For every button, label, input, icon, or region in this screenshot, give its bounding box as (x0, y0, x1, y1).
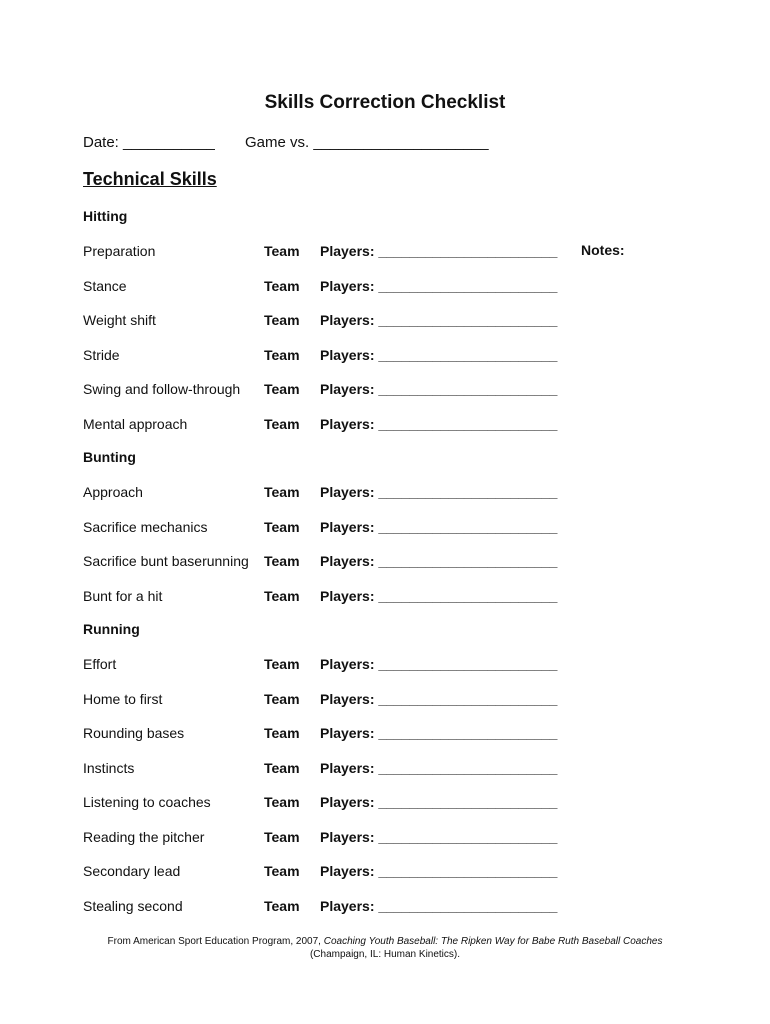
skill-label: Sacrifice bunt baserunning (83, 553, 249, 569)
team-label: Team (264, 484, 300, 500)
players-field: Players: _______________________ (320, 725, 558, 741)
checklist-row (0, 347, 770, 367)
group-heading: Bunting (83, 449, 136, 465)
team-label: Team (264, 243, 300, 259)
team-label: Team (264, 829, 300, 845)
skill-label: Stealing second (83, 898, 183, 914)
team-label: Team (264, 691, 300, 707)
skill-label: Stance (83, 278, 127, 294)
checklist-row (0, 519, 770, 539)
team-label: Team (264, 278, 300, 294)
checklist-row (0, 691, 770, 711)
checklist-row (0, 278, 770, 298)
skill-label: Effort (83, 656, 117, 672)
players-field: Players: _______________________ (320, 691, 558, 707)
players-field: Players: _______________________ (320, 863, 558, 879)
team-label: Team (264, 794, 300, 810)
checklist-row (0, 588, 770, 608)
skill-label: Preparation (83, 243, 156, 259)
checklist-row (0, 656, 770, 676)
checklist-row (0, 243, 770, 263)
checklist-row (0, 553, 770, 573)
skill-label: Reading the pitcher (83, 829, 205, 845)
players-field: Players: _______________________ (320, 794, 558, 810)
checklist-row (0, 829, 770, 849)
players-field: Players: _______________________ (320, 829, 558, 845)
checklist-row (0, 484, 770, 504)
skill-label: Secondary lead (83, 863, 181, 879)
skill-label: Weight shift (83, 312, 156, 328)
team-label: Team (264, 898, 300, 914)
checklist-row (0, 898, 770, 918)
players-field: Players: _______________________ (320, 553, 558, 569)
footer-book-title: Coaching Youth Baseball: The Ripken Way for Babe Ruth Baseball Coaches (323, 936, 663, 947)
team-label: Team (264, 588, 300, 604)
checklist-row (0, 794, 770, 814)
checklist-row (0, 760, 770, 780)
checklist-row (0, 863, 770, 883)
page-title: Skills Correction Checklist (264, 92, 506, 113)
players-field: Players: _______________________ (320, 588, 558, 604)
team-label: Team (264, 312, 300, 328)
group-heading: Hitting (83, 208, 128, 224)
team-label: Team (264, 416, 300, 432)
footer-prefix: From American Sport Education Program, 2007, (107, 936, 324, 947)
team-label: Team (264, 519, 300, 535)
footer-line-2: (Champaign, IL: Human Kinetics). (309, 949, 461, 960)
skill-label: Home to first (83, 691, 163, 707)
skill-label: Mental approach (83, 416, 188, 432)
players-field: Players: _______________________ (320, 347, 558, 363)
skill-label: Stride (83, 347, 120, 363)
players-field: Players: _______________________ (320, 416, 558, 432)
footer-line-1 (0, 935, 770, 948)
team-label: Team (264, 381, 300, 397)
skill-label: Approach (83, 484, 143, 500)
team-label: Team (264, 725, 300, 741)
skill-label: Instincts (83, 760, 135, 776)
team-label: Team (264, 760, 300, 776)
players-field: Players: _______________________ (320, 484, 558, 500)
date-field: Date: ___________ (83, 134, 215, 151)
checklist-row (0, 416, 770, 436)
section-title: Technical Skills (83, 169, 217, 189)
team-label: Team (264, 347, 300, 363)
players-field: Players: _______________________ (320, 381, 558, 397)
team-label: Team (264, 656, 300, 672)
notes-label: Notes: (581, 242, 625, 258)
players-field: Players: _______________________ (320, 278, 558, 294)
skill-label: Bunt for a hit (83, 588, 163, 604)
team-label: Team (264, 553, 300, 569)
skill-label: Swing and follow-through (83, 381, 241, 397)
players-field: Players: _______________________ (320, 312, 558, 328)
skill-label: Listening to coaches (83, 794, 211, 810)
players-field: Players: _______________________ (320, 898, 558, 914)
players-field: Players: _______________________ (320, 760, 558, 776)
checklist-row (0, 381, 770, 401)
skill-label: Sacrifice mechanics (83, 519, 208, 535)
players-field: Players: _______________________ (320, 519, 558, 535)
players-field: Players: _______________________ (320, 656, 558, 672)
skill-label: Rounding bases (83, 725, 185, 741)
players-field: Players: _______________________ (320, 243, 558, 259)
footer-citation (0, 935, 770, 961)
group-heading: Running (83, 621, 140, 637)
checklist-row (0, 312, 770, 332)
checklist-row (0, 725, 770, 745)
game-vs-field: Game vs. _____________________ (245, 134, 489, 151)
team-label: Team (264, 863, 300, 879)
